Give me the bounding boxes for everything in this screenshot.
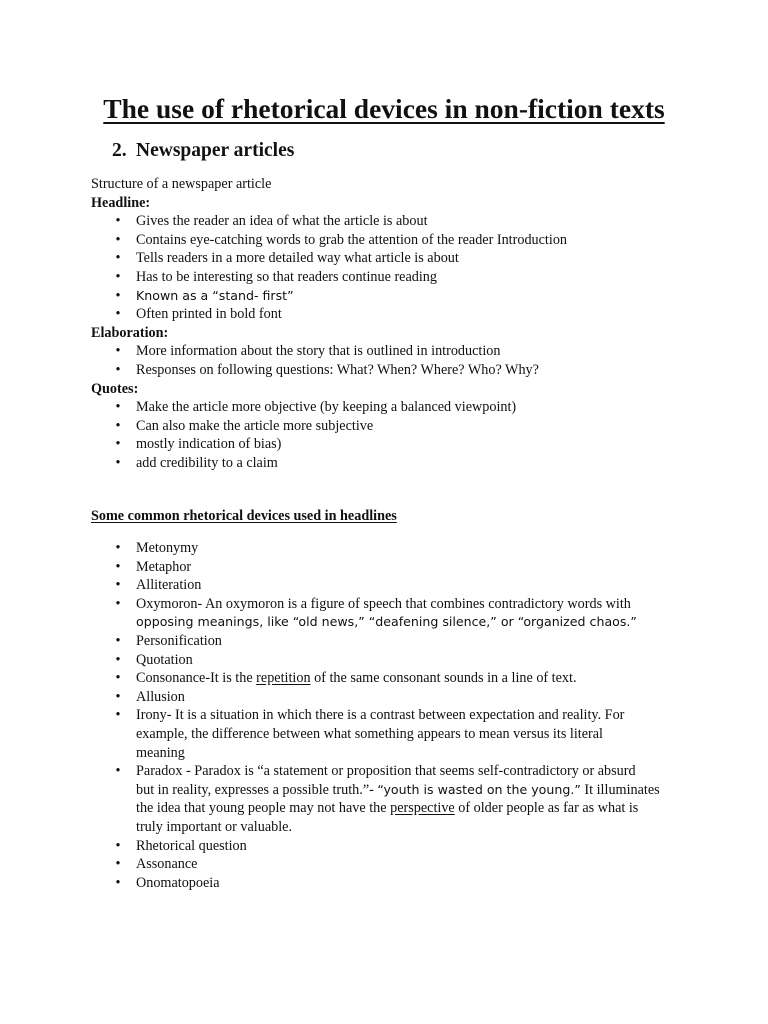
bullet-icon: •: [115, 540, 121, 557]
bullet-icon: •: [115, 213, 121, 230]
list-item: • Often printed in bold font: [91, 305, 691, 324]
bullet-icon: •: [115, 763, 121, 780]
bullet-icon: •: [115, 837, 121, 854]
list-item: • Allusion: [91, 688, 691, 707]
list-item: • Oxymoron- An oxymoron is a figure of speech that combines contradictory words with opposing meanings, like “old news,” “deafening silence,” or “organized chaos.”: [91, 595, 691, 632]
list-item: • Tells readers in a more detailed way what article is about: [91, 249, 691, 268]
list-item: • Can also make the article more subjective: [91, 417, 691, 436]
spacer: [91, 525, 691, 539]
headline-list: [91, 212, 691, 324]
list-item: • Onomatopoeia: [91, 874, 691, 893]
bullet-icon: •: [115, 306, 121, 323]
list-item: • Personification: [91, 632, 691, 651]
list-item: • Metonymy: [91, 539, 691, 558]
list-item: • Gives the reader an idea of what the article is about: [91, 212, 691, 231]
bullet-icon: •: [115, 454, 121, 471]
repetition-link[interactable]: repetition: [256, 670, 311, 687]
elaboration-list: [91, 342, 691, 379]
list-item: • Assonance: [91, 855, 691, 874]
list-item: • Rhetorical question: [91, 837, 691, 856]
bullet-icon: •: [115, 343, 121, 360]
list-item: • Contains eye-catching words to grab the attention of the reader Introduction: [91, 231, 691, 250]
perspective-link[interactable]: perspective: [390, 800, 455, 817]
bullet-icon: •: [115, 577, 121, 594]
list-item: • Make the article more objective (by keeping a balanced viewpoint): [91, 398, 691, 417]
headline-label: Headline:: [91, 194, 151, 211]
elaboration-label: Elaboration:: [91, 324, 169, 341]
list-item: • Responses on following questions: What? When? Where? Who? Why?: [91, 361, 691, 380]
devices-list: [91, 539, 691, 892]
bullet-icon: •: [115, 558, 121, 575]
bullet-icon: •: [115, 651, 121, 668]
bullet-icon: •: [115, 633, 121, 650]
section-title: Newspaper articles: [136, 140, 295, 161]
bullet-icon: •: [115, 856, 121, 873]
bullet-icon: •: [115, 707, 121, 724]
list-item: • Consonance-It is the repetition of the same consonant sounds in a line of text.: [91, 669, 691, 688]
bullet-icon: •: [115, 250, 121, 267]
bullet-icon: •: [115, 361, 121, 378]
bullet-icon: •: [115, 417, 121, 434]
list-item: • Alliteration: [91, 576, 691, 595]
section-heading: [112, 138, 294, 164]
bullet-icon: •: [115, 436, 121, 453]
quotes-label: Quotes:: [91, 380, 139, 397]
list-item: • Known as a “stand- first”: [91, 287, 691, 306]
bullet-icon: •: [115, 595, 121, 612]
list-item: • Paradox - Paradox is “a statement or proposition that seems self-contradictory or absurd but in reality, expresses a possible truth.”- “youth is wasted on the young.” It illuminates the idea that young people may not have the perspective of older people as far as what is truly important or valuable.: [91, 762, 691, 836]
bullet-icon: •: [115, 268, 121, 285]
bullet-icon: •: [115, 287, 121, 304]
document-title: The use of rhetorical devices in non-fiction texts: [103, 93, 665, 124]
list-item: • Quotation: [91, 651, 691, 670]
bullet-icon: •: [115, 399, 121, 416]
bullet-icon: •: [115, 231, 121, 248]
list-item: • Metaphor: [91, 558, 691, 577]
document-body: [91, 175, 691, 892]
devices-heading: Some common rhetorical devices used in headlines: [91, 507, 397, 524]
list-item: • mostly indication of bias): [91, 435, 691, 454]
list-item: • Irony- It is a situation in which there is a contrast between expectation and reality. For example, the difference between what something appears to mean versus its literal meaning: [91, 706, 691, 762]
bullet-icon: •: [115, 688, 121, 705]
quotes-list: [91, 398, 691, 472]
list-item: • More information about the story that is outlined in introduction: [91, 342, 691, 361]
bullet-icon: •: [115, 874, 121, 891]
list-item: • Has to be interesting so that readers continue reading: [91, 268, 691, 287]
section-number: 2.: [112, 140, 127, 161]
list-item: • add credibility to a claim: [91, 454, 691, 473]
bullet-icon: •: [115, 670, 121, 687]
intro-text: Structure of a newspaper article: [91, 176, 272, 192]
spacer: [91, 473, 691, 507]
